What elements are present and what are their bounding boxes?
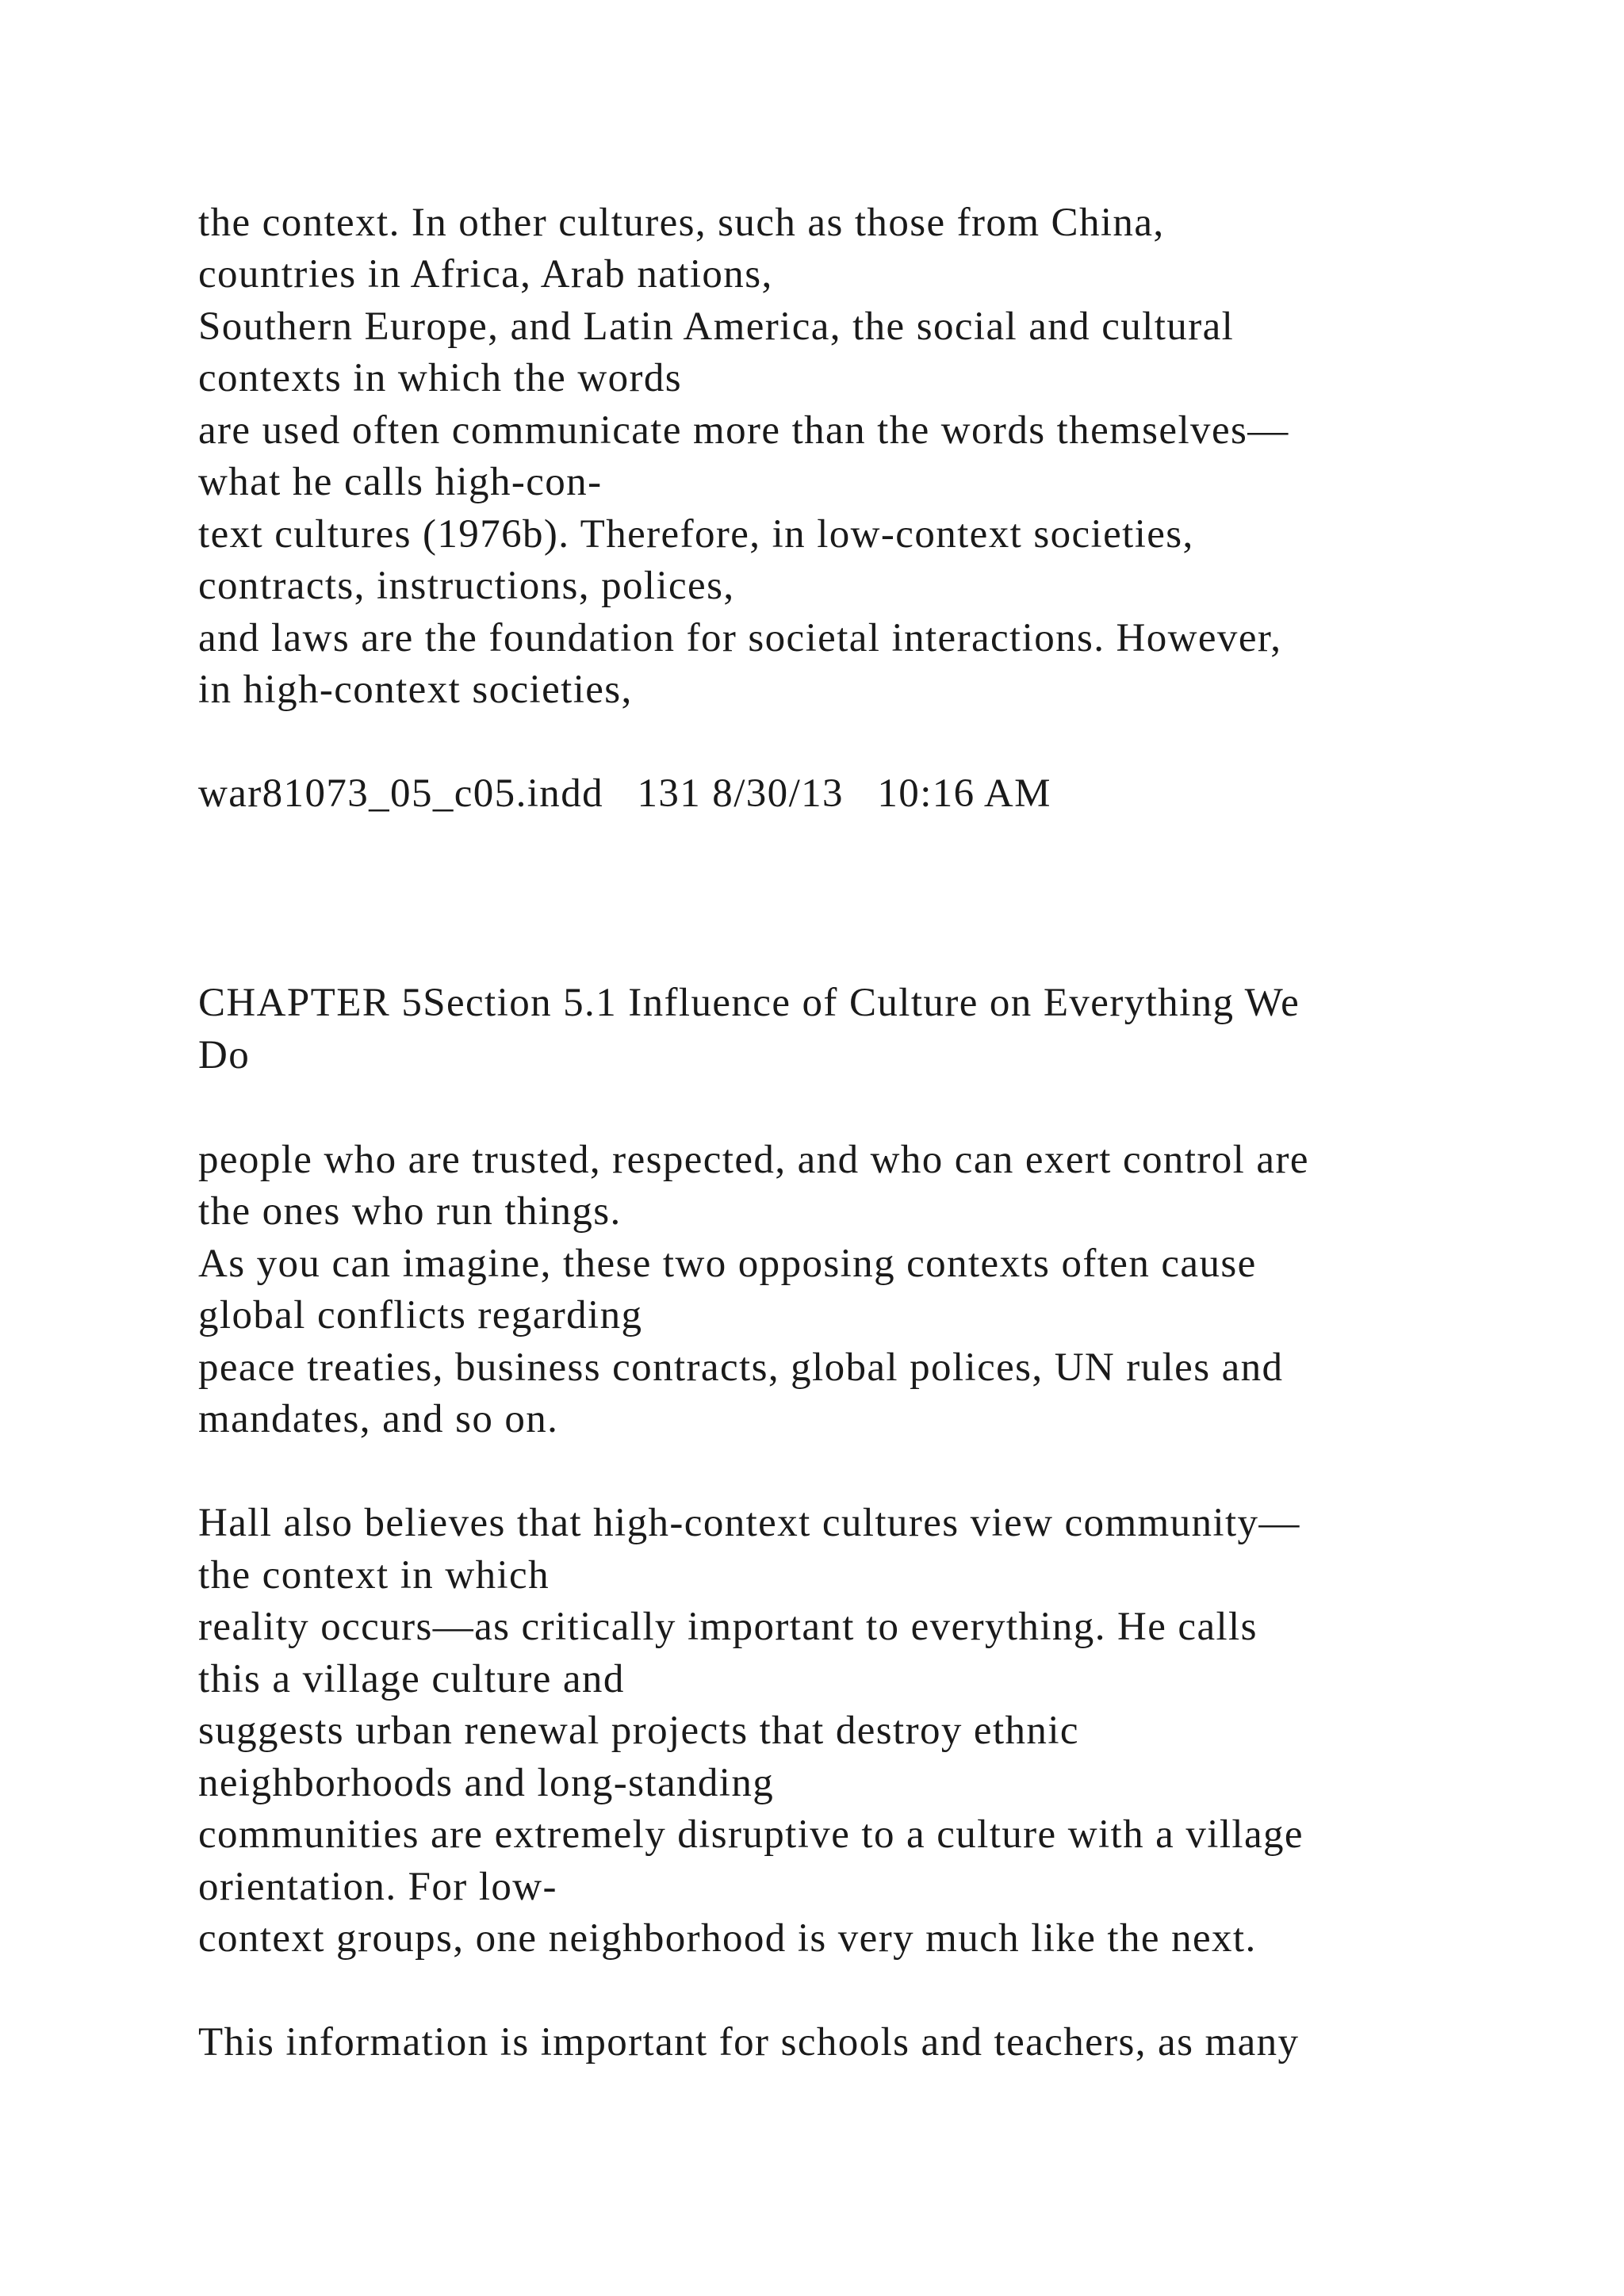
chapter-header: Do — [198, 1033, 251, 1077]
text-line: As you can imagine, these two opposing contexts often cause — [198, 1242, 1257, 1286]
text-line: mandates, and so on. — [198, 1397, 559, 1441]
text-line: Hall also believes that high-context cultures view community— — [198, 1501, 1300, 1545]
text-line: context groups, one neighborhood is very much like the next. — [198, 1916, 1257, 1961]
text-line: the context. In other cultures, such as those from China, — [198, 201, 1165, 245]
text-line: reality occurs—as critically important to everything. He calls — [198, 1605, 1258, 1649]
text-line: people who are trusted, respected, and who can exert control are — [198, 1138, 1309, 1182]
text-line: what he calls high-con- — [198, 460, 603, 504]
text-line: global conflicts regarding — [198, 1293, 643, 1337]
file-stamp: war81073_05_c05.indd 131 8/30/13 10:16 AM — [198, 771, 1051, 816]
text-line: and laws are the foundation for societal interactions. However, — [198, 616, 1282, 660]
text-line: in high-context societies, — [198, 668, 633, 712]
text-line: text cultures (1976b). Therefore, in low-context societies, — [198, 512, 1194, 557]
text-line: suggests urban renewal projects that destroy ethnic — [198, 1709, 1079, 1753]
text-line: countries in Africa, Arab nations, — [198, 252, 773, 297]
text-line: contracts, instructions, polices, — [198, 564, 735, 608]
text-line: this a village culture and — [198, 1657, 625, 1701]
text-line: peace treaties, business contracts, global polices, UN rules and — [198, 1345, 1284, 1390]
text-line: are used often communicate more than the words themselves— — [198, 408, 1289, 453]
text-line: orientation. For low- — [198, 1865, 557, 1909]
text-line: Southern Europe, and Latin America, the social and cultural — [198, 304, 1235, 349]
chapter-header: CHAPTER 5Section 5.1 Influence of Culture on Everything We — [198, 981, 1300, 1025]
text-line: communities are extremely disruptive to a culture with a village — [198, 1812, 1304, 1857]
text-line: neighborhoods and long-standing — [198, 1761, 775, 1805]
text-line: the ones who run things. — [198, 1189, 622, 1234]
text-line: contexts in which the words — [198, 356, 683, 400]
text-line: This information is important for schools and teachers, as many — [198, 2020, 1300, 2064]
text-line: the context in which — [198, 1553, 550, 1598]
